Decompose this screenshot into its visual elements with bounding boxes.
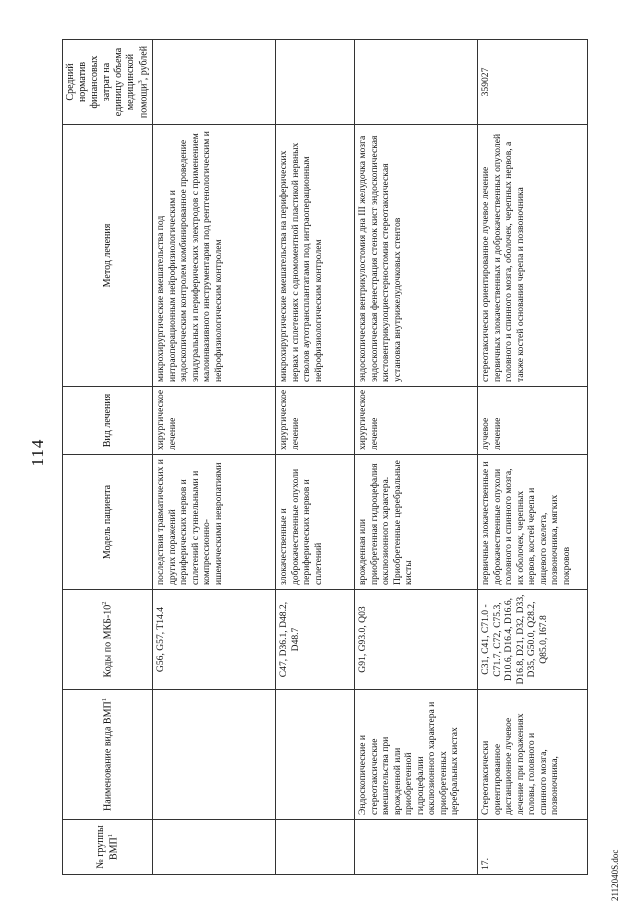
cell-vmp-name: Стереотаксически ориентированное дистанционное лучевое лечение при поражениях головы, головного и спинного мозга, позвоночника, (478, 690, 588, 820)
cell-icd: G91, G93.0, Q03 (355, 590, 478, 690)
cell-treatment-type: хирургическое лечение (153, 387, 276, 455)
page-number: 114 (28, 438, 47, 467)
header-treatment-type: Вид лечения (63, 387, 153, 455)
cell-patient-model: врожденная или приобретенная гидроцефалия окклюзионного характера. Приобретенные церебральные кисты (355, 455, 478, 590)
header-group-no: № группы ВМП$^1$ (63, 820, 153, 875)
cell-vmp-name: Эндоскопические и стереотаксические вмешательства при врожденной или приобретенной гидроцефалии окклюзионного характера и приобретенных церебральных кистах (355, 690, 478, 820)
cell-group-no (276, 820, 355, 875)
table-row (153, 40, 276, 875)
cell-treatment-type: хирургическое лечение (276, 387, 355, 455)
table-header-row (63, 40, 153, 875)
cell-vmp-name (276, 690, 355, 820)
cell-cost (355, 40, 478, 125)
header-patient-model: Модель пациента (63, 455, 153, 590)
cell-patient-model: первичные злокачественные и доброкачественные опухоли головного и спинного мозга, их оболочек, черепных нервов, костей черепа и лицевого скелета, позвоночника, мягких покровов (478, 455, 588, 590)
cell-patient-model: злокачественные и доброкачественные опухоли периферических нервов и сплетений (276, 455, 355, 590)
cell-method: микрохирургические вмешательства под интраоперационным нейрофизиологическим и эндоскопическим контролем комбинированное проведение эпидуральных и периферических электродов с применением малоинвазивного инструментария под рентгенологическим и нейрофизиологическим контролем (153, 125, 276, 387)
cell-patient-model: последствия травматических и других поражений периферических нервов и сплетений с туннельными и компрессионно-ишемическими невропатиями (153, 455, 276, 590)
cell-method: эндоскопическая вентрикулостомия дна III желудочка мозга эндоскопическая фенестрация стенок кист эндоскопическая кистовентрикулоциестерностомия стереотаксическая установка внутрижелудочковых стентов (355, 125, 478, 387)
vmp-table (62, 39, 588, 875)
footer-doc-name: 2112040S.doc (610, 849, 620, 901)
header-cost: Средний норматив финансовых затрат на единицу объема медицинской помощи$^3$, рублей (63, 40, 153, 125)
cell-icd: G56, G57, T14.4 (153, 590, 276, 690)
header-method: Метод лечения (63, 125, 153, 387)
header-vmp-name: Наименование вида ВМП$^1$ (63, 690, 153, 820)
header-icd: Коды по МКБ-$10^2$ (63, 590, 153, 690)
table-row (355, 40, 478, 875)
cell-vmp-name (153, 690, 276, 820)
cell-method: стереотаксически ориентированное лучевое лечение первичных злокачественных и доброкачественных опухолей головного и спинного мозга, оболочек, черепных нервов, а также костей основания черепа и позвоночника (478, 125, 588, 387)
cell-treatment-type: лучевое лечение (478, 387, 588, 455)
table-row (276, 40, 355, 875)
cell-icd: C31, C41, C71.0 - C71.7, C72, C75.3, D10.6, D16.4, D16.6, D16.8, D21, D32, D33, D35, G50.0, Q28.2, Q85.0, I67.8 (478, 590, 588, 690)
cell-method: микрохирургические вмешательства на периферических нервах и сплетениях с одномоментной пластикой нервных стволов аутотрансплантатами под интраоперационным нейрофизиологическим контролем (276, 125, 355, 387)
cell-group-no: 17. (478, 820, 588, 875)
table-row (478, 40, 588, 875)
cell-group-no (153, 820, 276, 875)
cell-treatment-type: хирургическое лечение (355, 387, 478, 455)
cell-cost (153, 40, 276, 125)
cell-cost (276, 40, 355, 125)
cell-icd: C47, D36.1, D48.2, D48.7 (276, 590, 355, 690)
cell-group-no (355, 820, 478, 875)
cell-cost: 359027 (478, 40, 588, 125)
